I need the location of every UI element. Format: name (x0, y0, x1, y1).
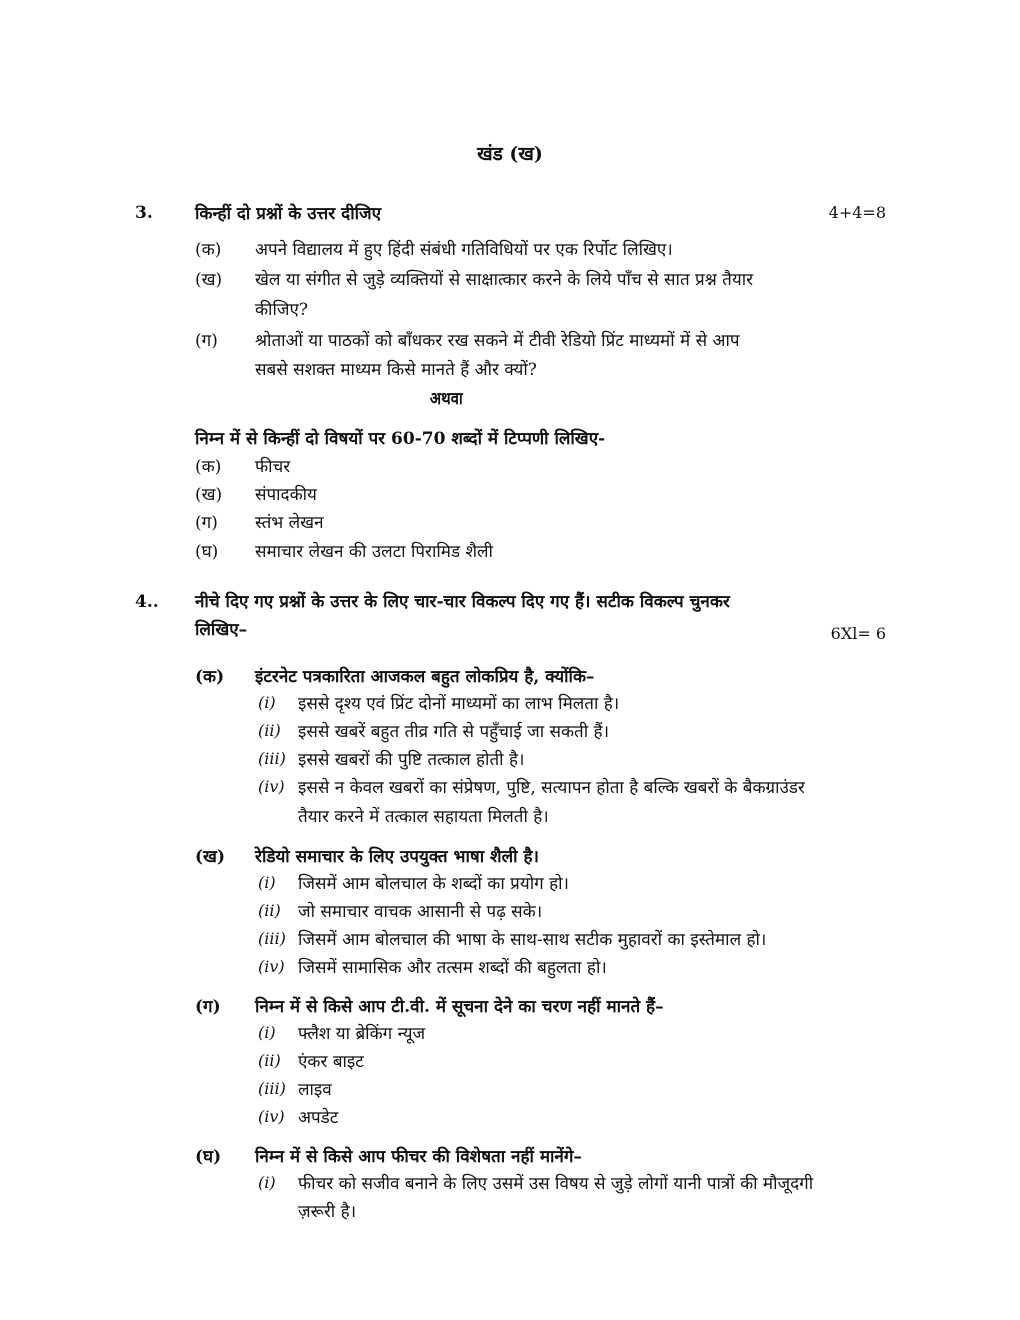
question-4-number: 4.. (135, 592, 159, 612)
option-number: (ii) (258, 1051, 281, 1070)
q3-part-text-cont: कीजिए? (255, 300, 308, 320)
question-3-heading: किन्हीं दो प्रश्नों के उत्तर दीजिए (195, 204, 382, 224)
option-text: जिसमें सामासिक और तत्सम शब्दों की बहुलता हो। (298, 958, 607, 978)
option-number: (i) (258, 693, 276, 712)
option-number: (iii) (258, 929, 286, 948)
alt-part-text: स्तंभ लेखन (255, 513, 324, 533)
option-text-cont: तैयार करने में तत्काल सहायता मिलती है। (298, 807, 549, 827)
alt-part-text: समाचार लेखन की उलटा पिरामिड शैली (255, 542, 493, 562)
option-text: इससे खबरें बहुत तीव्र गति से पहुँचाई जा सकती हैं। (298, 722, 610, 742)
subquestion-text: इंटरनेट पत्रकारिता आजकल बहुत लोकप्रिय है, क्योंकि– (255, 667, 595, 687)
option-text: इससे दृश्य एवं प्रिंट दोनों माध्यमों का लाभ मिलता है। (298, 694, 620, 714)
option-number: (i) (258, 1173, 276, 1192)
subquestion-text: रेडियो समाचार के लिए उपयुक्त भाषा शैली है। (255, 847, 539, 867)
alt-part-text: फीचर (255, 457, 291, 477)
option-number: (iii) (258, 1079, 286, 1098)
option-number: (iv) (258, 777, 285, 796)
subquestion-label: (ग) (195, 997, 221, 1017)
alt-part-label: (ग) (195, 513, 218, 533)
option-text: जिसमें आम बोलचाल की भाषा के साथ-साथ सटीक मुहावरों का इस्तेमाल हो। (298, 930, 767, 950)
q3-part-label: (ग) (195, 331, 218, 351)
subquestion-label: (घ) (195, 1147, 222, 1167)
option-text-cont: ज़रूरी है। (298, 1202, 357, 1222)
option-text: फ्लैश या ब्रेकिंग न्यूज (298, 1024, 426, 1044)
question-4-heading-cont: लिखिए– (195, 620, 248, 640)
q3-part-label: (ख) (195, 270, 223, 290)
option-text: जिसमें आम बोलचाल के शब्दों का प्रयोग हो। (298, 874, 569, 894)
alt-part-label: (घ) (195, 542, 219, 562)
question-3-number: 3. (135, 203, 153, 223)
alternative-heading: निम्न में से किन्हीं दो विषयों पर 60-70 शब्दों में टिप्पणी लिखिए- (195, 429, 606, 449)
q3-part-text: श्रोताओं या पाठकों को बाँधकर रख सकने में टीवी रेडियो प्रिंट माध्यमों में से आप (255, 331, 740, 351)
option-text: इससे खबरों की पुष्टि तत्काल होती है। (298, 750, 525, 770)
q3-part-text: खेल या संगीत से जुड़े व्यक्तियों से साक्षात्कार करने के लिये पाँच से सात प्रश्न तैयार (255, 270, 754, 290)
option-text: अपडेट (298, 1108, 339, 1128)
q3-part-label: (क) (195, 240, 222, 260)
question-3-marks: 4+4=8 (828, 203, 886, 222)
or-label: अथवा (429, 389, 463, 409)
question-4-heading: नीचे दिए गए प्रश्नों के उत्तर के लिए चार-चार विकल्प दिए गए हैं। सटीक विकल्प चुनकर (195, 592, 730, 612)
option-text: जो समाचार वाचक आसानी से पढ़ सके। (298, 902, 543, 922)
option-number: (iv) (258, 957, 285, 976)
q3-part-text: अपने विद्यालय में हुए हिंदी संबंधी गतिविधियों पर एक रिर्पोट लिखिए। (255, 240, 673, 260)
subquestion-label: (क) (195, 667, 225, 687)
option-number: (i) (258, 1023, 276, 1042)
option-number: (i) (258, 873, 276, 892)
option-text: एंकर बाइट (298, 1052, 364, 1072)
option-text: इससे न केवल खबरों का संप्रेषण, पुष्टि, सत्यापन होता है बल्कि खबरों के बैकग्राउंडर (298, 778, 805, 798)
option-number: (ii) (258, 901, 281, 920)
section-title: खंड (ख) (477, 143, 543, 165)
alt-part-label: (क) (195, 457, 222, 477)
q3-part-text-cont: सबसे सशक्त माध्यम किसे मानते हैं और क्यों? (255, 360, 537, 380)
subquestion-text: निम्न में से किसे आप फीचर की विशेषता नहीं मानेंगे– (255, 1147, 582, 1167)
alt-part-text: संपादकीय (255, 485, 317, 505)
option-number: (ii) (258, 721, 281, 740)
option-number: (iv) (258, 1107, 285, 1126)
question-4-marks: 6Xl= 6 (830, 624, 886, 643)
option-text: लाइव (298, 1080, 332, 1100)
option-number: (iii) (258, 749, 286, 768)
option-text: फीचर को सजीव बनाने के लिए उसमें उस विषय से जुड़े लोगों यानी पात्रों की मौजूदगी (298, 1174, 814, 1194)
subquestion-label: (ख) (195, 847, 225, 867)
alt-part-label: (ख) (195, 485, 223, 505)
subquestion-text: निम्न में से किसे आप टी.वी. में सूचना देने का चरण नहीं मानते हैं– (255, 997, 664, 1017)
